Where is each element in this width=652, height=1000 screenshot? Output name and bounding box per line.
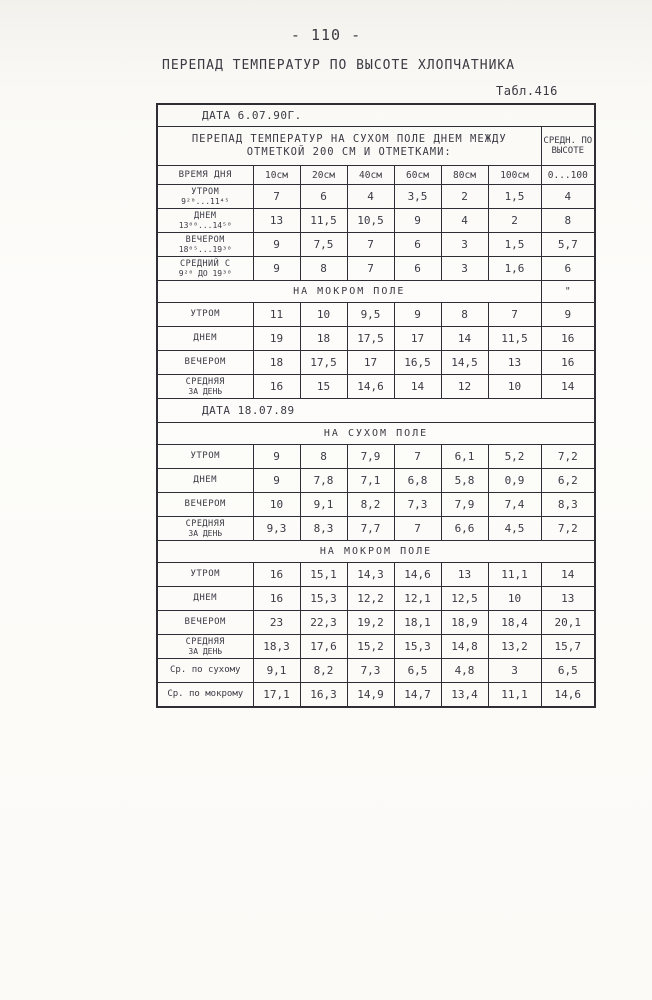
- cell: 6,5: [394, 659, 441, 683]
- cell: 7,3: [394, 493, 441, 517]
- cell: 12: [441, 375, 488, 399]
- cell: 14,3: [347, 563, 394, 587]
- cell: 11,5: [300, 209, 347, 233]
- cell: 14,6: [541, 683, 595, 708]
- row-label: ВЕЧЕРОМ: [157, 493, 253, 517]
- cell: 3: [488, 659, 541, 683]
- cell: 18: [253, 351, 300, 375]
- cell: 7,4: [488, 493, 541, 517]
- cell: 15,3: [300, 587, 347, 611]
- cell: 6,2: [541, 469, 595, 493]
- column-header: 0...100: [541, 166, 595, 185]
- row-label: ДНЕМ: [157, 587, 253, 611]
- column-header: 40см: [347, 166, 394, 185]
- cell: 4,5: [488, 517, 541, 541]
- cell: 8: [300, 257, 347, 281]
- table-row: [157, 587, 595, 611]
- cell: 13: [488, 351, 541, 375]
- document-title: ПЕРЕПАД ТЕМПЕРАТУР ПО ВЫСОТЕ ХЛОПЧАТНИКА: [162, 58, 516, 73]
- cell: 18,4: [488, 611, 541, 635]
- cell: 14: [394, 375, 441, 399]
- cell: 15: [300, 375, 347, 399]
- cell: 20,1: [541, 611, 595, 635]
- table-row: [157, 209, 595, 233]
- cell: 8,2: [300, 659, 347, 683]
- cell: 7,3: [347, 659, 394, 683]
- cell: 14,6: [394, 563, 441, 587]
- row-label: УТРОМ: [157, 563, 253, 587]
- cell: 19: [253, 327, 300, 351]
- table-row: [157, 659, 595, 683]
- section-title: НА МОКРОМ ПОЛЕ: [157, 281, 541, 303]
- cell: 7,7: [347, 517, 394, 541]
- cell: 6,6: [441, 517, 488, 541]
- average-caption: СРЕДН. ПО ВЫСОТЕ: [541, 127, 595, 166]
- cell: 6: [394, 257, 441, 281]
- table-caption: ПЕРЕПАД ТЕМПЕРАТУР НА СУХОМ ПОЛЕ ДНЕМ МЕЖДУ ОТМЕТКОЙ 200 СМ И ОТМЕТКАМИ:: [157, 127, 541, 166]
- cell: 10,5: [347, 209, 394, 233]
- cell: 15,7: [541, 635, 595, 659]
- cell: 17,6: [300, 635, 347, 659]
- cell: 14,9: [347, 683, 394, 708]
- section-row: [157, 423, 595, 445]
- time-header: ВРЕМЯ ДНЯ: [157, 166, 253, 185]
- cell: 5,7: [541, 233, 595, 257]
- cell: 11,1: [488, 563, 541, 587]
- cell: 16,3: [300, 683, 347, 708]
- cell: 9,5: [347, 303, 394, 327]
- cell: 6: [541, 257, 595, 281]
- cell: 17: [394, 327, 441, 351]
- row-label: ДНЕМ: [157, 469, 253, 493]
- cell: 16: [541, 327, 595, 351]
- row-label: ДНЕМ 13⁰⁰...14⁵⁰: [157, 209, 253, 233]
- table-row: [157, 445, 595, 469]
- cell: 16,5: [394, 351, 441, 375]
- row-label: ВЕЧЕРОМ: [157, 611, 253, 635]
- cell: 1,6: [488, 257, 541, 281]
- page-number: - 110 -: [290, 26, 362, 44]
- cell: 13,2: [488, 635, 541, 659]
- cell: 7,9: [347, 445, 394, 469]
- table-row: [157, 257, 595, 281]
- row-label: СРЕДНЯЯ ЗА ДЕНЬ: [157, 375, 253, 399]
- row-label: ВЕЧЕРОМ: [157, 351, 253, 375]
- cell: 10: [300, 303, 347, 327]
- cell: 14,6: [347, 375, 394, 399]
- cell: 10: [253, 493, 300, 517]
- cell: 13: [541, 587, 595, 611]
- cell: 7: [253, 185, 300, 209]
- cell: 18,3: [253, 635, 300, 659]
- cell: 1,5: [488, 233, 541, 257]
- cell: 4: [541, 185, 595, 209]
- section-row: [157, 541, 595, 563]
- cell: 7,1: [347, 469, 394, 493]
- cell: 5,2: [488, 445, 541, 469]
- cell: 9: [253, 469, 300, 493]
- cell: 14,8: [441, 635, 488, 659]
- row-label: СРЕДНЯЯ ЗА ДЕНЬ: [157, 517, 253, 541]
- cell: 6,1: [441, 445, 488, 469]
- column-header: 60см: [394, 166, 441, 185]
- cell: 5,8: [441, 469, 488, 493]
- cell: 14: [541, 563, 595, 587]
- column-header: 20см: [300, 166, 347, 185]
- cell: 22,3: [300, 611, 347, 635]
- cell: 11: [253, 303, 300, 327]
- cell: 4: [441, 209, 488, 233]
- ditto-mark: ": [541, 281, 595, 303]
- cell: 9: [253, 233, 300, 257]
- cell: 14,7: [394, 683, 441, 708]
- cell: 13,4: [441, 683, 488, 708]
- cell: 18,9: [441, 611, 488, 635]
- table-row: [157, 493, 595, 517]
- header-row: [157, 166, 595, 185]
- row-label: СРЕДНЯЯ ЗА ДЕНЬ: [157, 635, 253, 659]
- cell: 10: [488, 587, 541, 611]
- row-label: Ср. по мокрому: [157, 683, 253, 708]
- cell: 9: [253, 257, 300, 281]
- cell: 7: [347, 257, 394, 281]
- table-row: [157, 327, 595, 351]
- cell: 6: [394, 233, 441, 257]
- cell: 1,5: [488, 185, 541, 209]
- cell: 9: [394, 209, 441, 233]
- cell: 6: [300, 185, 347, 209]
- cell: 3: [441, 257, 488, 281]
- table-label: Табл.416: [496, 84, 558, 98]
- cell: 8: [541, 209, 595, 233]
- cell: 9,3: [253, 517, 300, 541]
- row-label: УТРОМ: [157, 445, 253, 469]
- table-row: [157, 233, 595, 257]
- cell: 9: [253, 445, 300, 469]
- cell: 16: [253, 587, 300, 611]
- cell: 7: [394, 517, 441, 541]
- row-label: УТРОМ 9²⁰...11⁴⁵: [157, 185, 253, 209]
- cell: 16: [253, 375, 300, 399]
- cell: 7,2: [541, 445, 595, 469]
- column-header: 80см: [441, 166, 488, 185]
- cell: 9,1: [300, 493, 347, 517]
- cell: 4: [347, 185, 394, 209]
- row-label: Ср. по сухому: [157, 659, 253, 683]
- table-row: [157, 635, 595, 659]
- cell: 15,3: [394, 635, 441, 659]
- cell: 10: [488, 375, 541, 399]
- cell: 2: [441, 185, 488, 209]
- table-row: [157, 351, 595, 375]
- table-row: [157, 185, 595, 209]
- cell: 9,1: [253, 659, 300, 683]
- cell: 7,2: [541, 517, 595, 541]
- cell: 16: [253, 563, 300, 587]
- cell: 4,8: [441, 659, 488, 683]
- row-label: СРЕДНИЙ С 9²⁰ ДО 19³⁰: [157, 257, 253, 281]
- cell: 8: [300, 445, 347, 469]
- cell: 9: [541, 303, 595, 327]
- cell: 13: [253, 209, 300, 233]
- cell: 8: [441, 303, 488, 327]
- row-label: УТРОМ: [157, 303, 253, 327]
- cell: 3,5: [394, 185, 441, 209]
- cell: 17,5: [347, 327, 394, 351]
- cell: 17,5: [300, 351, 347, 375]
- cell: 16: [541, 351, 595, 375]
- cell: 14: [441, 327, 488, 351]
- cell: 3: [441, 233, 488, 257]
- cell: 12,5: [441, 587, 488, 611]
- section-row: [157, 281, 595, 303]
- date-label: ДАТА 6.07.90Г.: [157, 104, 595, 127]
- cell: 2: [488, 209, 541, 233]
- cell: 13: [441, 563, 488, 587]
- date-row: [157, 104, 595, 127]
- row-label: ДНЕМ: [157, 327, 253, 351]
- cell: 12,2: [347, 587, 394, 611]
- column-header: 100см: [488, 166, 541, 185]
- cell: 8,2: [347, 493, 394, 517]
- cell: 15,2: [347, 635, 394, 659]
- cell: 12,1: [394, 587, 441, 611]
- date-label: ДАТА 18.07.89: [157, 399, 595, 423]
- cell: 7: [347, 233, 394, 257]
- table-row: [157, 469, 595, 493]
- cell: 18: [300, 327, 347, 351]
- table-row: [157, 563, 595, 587]
- cell: 19,2: [347, 611, 394, 635]
- caption-row: [157, 127, 595, 166]
- temperature-table-container: [156, 103, 594, 708]
- table-row: [157, 375, 595, 399]
- cell: 7,8: [300, 469, 347, 493]
- table-row: [157, 611, 595, 635]
- cell: 18,1: [394, 611, 441, 635]
- cell: 7,5: [300, 233, 347, 257]
- cell: 23: [253, 611, 300, 635]
- section-title: НА МОКРОМ ПОЛЕ: [157, 541, 595, 563]
- table-row: [157, 683, 595, 708]
- column-header: 10см: [253, 166, 300, 185]
- cell: 7: [394, 445, 441, 469]
- cell: 14: [541, 375, 595, 399]
- section-title: НА СУХОМ ПОЛЕ: [157, 423, 595, 445]
- cell: 15,1: [300, 563, 347, 587]
- cell: 0,9: [488, 469, 541, 493]
- cell: 17,1: [253, 683, 300, 708]
- table-row: [157, 303, 595, 327]
- cell: 7: [488, 303, 541, 327]
- table-row: [157, 517, 595, 541]
- cell: 7,9: [441, 493, 488, 517]
- cell: 6,8: [394, 469, 441, 493]
- date-row: [157, 399, 595, 423]
- cell: 8,3: [300, 517, 347, 541]
- temperature-table: [156, 103, 596, 708]
- cell: 17: [347, 351, 394, 375]
- cell: 6,5: [541, 659, 595, 683]
- cell: 11,1: [488, 683, 541, 708]
- cell: 11,5: [488, 327, 541, 351]
- cell: 9: [394, 303, 441, 327]
- cell: 8,3: [541, 493, 595, 517]
- row-label: ВЕЧЕРОМ 18⁰⁵...19³⁰: [157, 233, 253, 257]
- cell: 14,5: [441, 351, 488, 375]
